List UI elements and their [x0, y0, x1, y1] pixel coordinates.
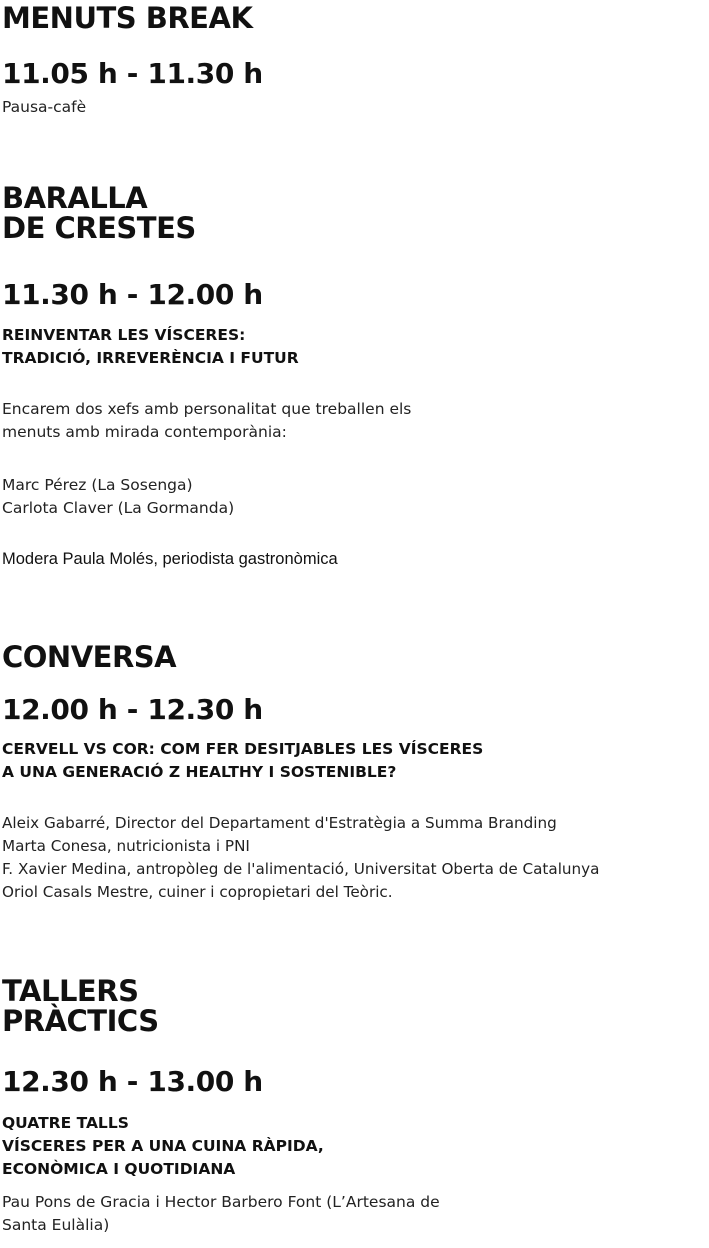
talk-title: CERVELL VS COR: COM FER DESITJABLES LES VÍSCERES A UNA GENERACIÓ Z HEALTHY I SOSTENIBLE? — [2, 740, 484, 781]
section-title: BARALLA DE CRESTES — [2, 181, 196, 245]
talk-intro: Encarem dos xefs amb personalitat que treballen els menuts amb mirada contemporània: — [2, 400, 412, 441]
speaker-list — [2, 1191, 709, 1237]
section-tallers-practics — [2, 976, 709, 1036]
speaker: F. Xavier Medina, antropòleg de l'alimentació, Universitat Oberta de Catalunya — [2, 860, 600, 878]
speaker: Oriol Casals Mestre, cuiner i copropietari del Teòric. — [2, 883, 393, 901]
speaker: Pau Pons de Gracia i Hector Barbero Font (L’Artesana de — [2, 1193, 440, 1211]
section-title: TALLERS PRÀCTICS — [2, 974, 159, 1038]
speaker: Carlota Claver (La Gormanda) — [2, 499, 235, 517]
speaker: Aleix Gabarré, Director del Departament d'Estratègia a Summa Branding — [2, 814, 557, 832]
section-time: 12.30 h - 13.00 h — [2, 1065, 263, 1098]
section-title: CONVERSA — [2, 640, 177, 674]
section-time: 11.30 h - 12.00 h — [2, 278, 263, 311]
speaker: Santa Eulàlia) — [2, 1216, 110, 1234]
section-time: 12.00 h - 12.30 h — [2, 693, 263, 726]
section-menuts-break — [2, 3, 709, 33]
speaker-list — [2, 812, 709, 904]
section-conversa — [2, 642, 709, 672]
talk-title: QUATRE TALLS VÍSCERES PER A UNA CUINA RÀPIDA, ECONÒMICA I QUOTIDIANA — [2, 1114, 324, 1178]
moderator: Modera Paula Molés, periodista gastronòmica — [2, 550, 338, 568]
section-time: 11.05 h - 11.30 h — [2, 57, 263, 90]
section-title: MENUTS BREAK — [2, 1, 253, 35]
section-description: Pausa-cafè — [2, 98, 87, 116]
speaker-list — [2, 474, 709, 520]
speaker: Marc Pérez (La Sosenga) — [2, 476, 193, 494]
talk-title: REINVENTAR LES VÍSCERES: TRADICIÓ, IRREVERÈNCIA I FUTUR — [2, 326, 299, 367]
speaker: Marta Conesa, nutricionista i PNI — [2, 837, 250, 855]
section-baralla-de-crestes — [2, 183, 709, 243]
